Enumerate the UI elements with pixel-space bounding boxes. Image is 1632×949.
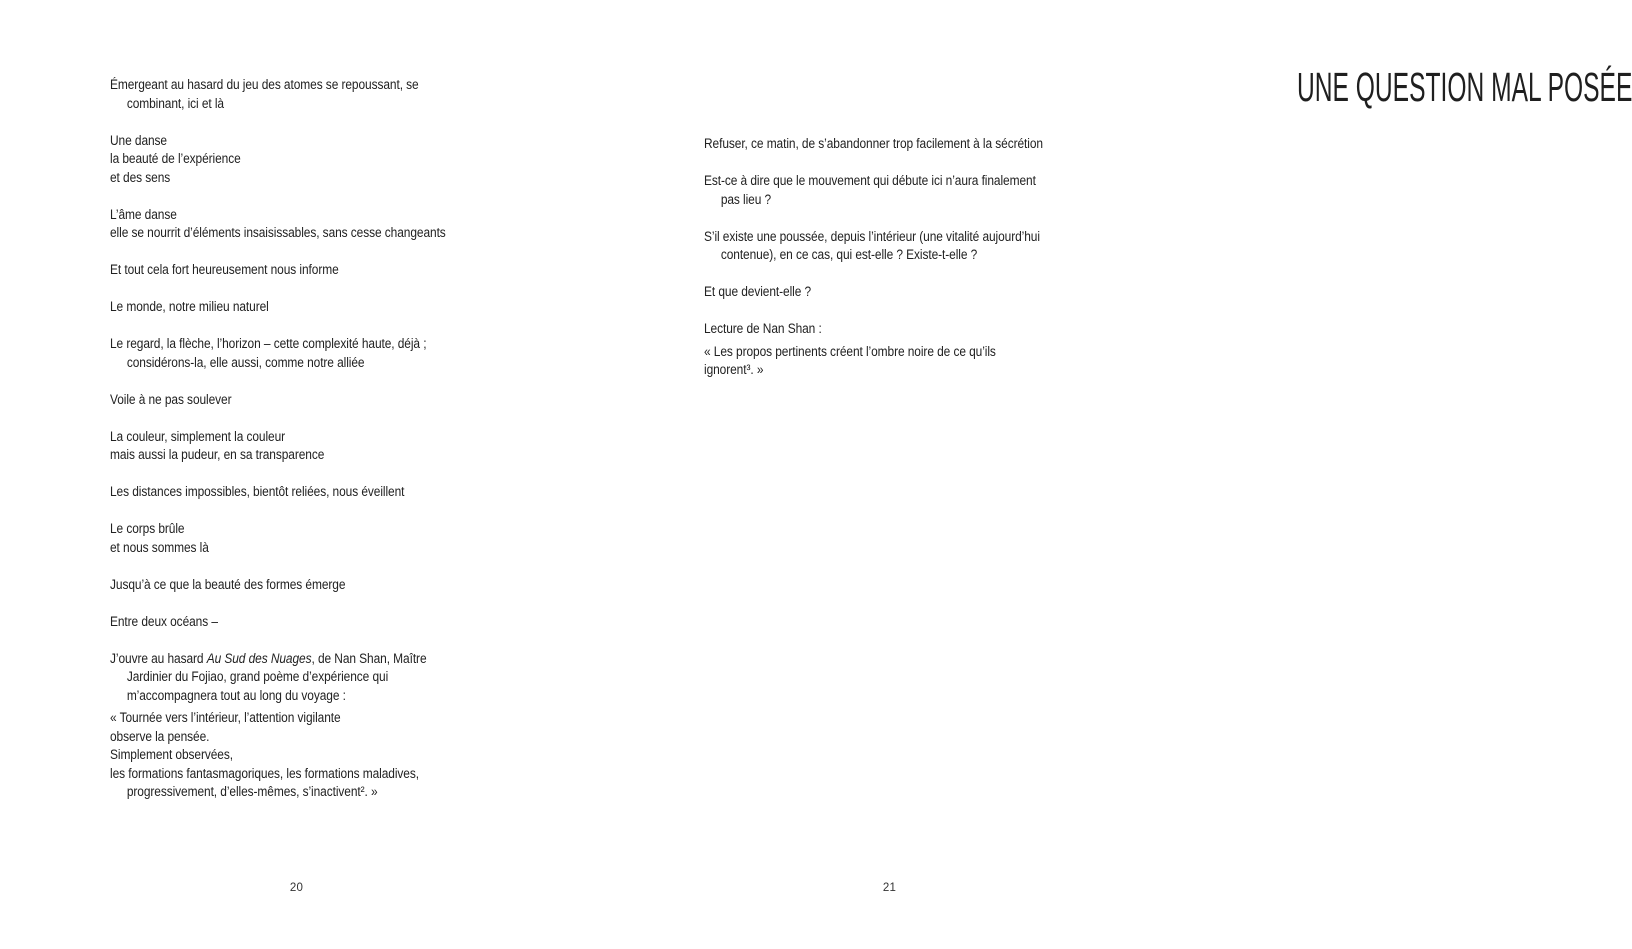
- text-segment: Et tout cela fort heureusement nous informe: [110, 262, 339, 277]
- poem-line: [110, 95, 446, 114]
- text-segment: Jardinier du Fojiao, grand poème d’expérience qui: [126, 669, 389, 684]
- text-segment: Le regard, la flèche, l’horizon – cette complexité haute, déjà ;: [110, 336, 427, 351]
- text-segment: la beauté de l’expérience: [110, 151, 241, 166]
- stanza: [110, 709, 446, 802]
- text-segment: considérons-la, elle aussi, comme notre alliée: [126, 354, 365, 370]
- poem-line: [704, 191, 1043, 210]
- text-segment: pas lieu ?: [720, 191, 772, 207]
- text-segment: mais aussi la pudeur, en sa transparence: [110, 447, 325, 462]
- poem-line: [110, 298, 446, 317]
- poem-line: [110, 76, 446, 95]
- stanza: [704, 343, 1043, 380]
- poem-line: [110, 576, 446, 595]
- poem-line: [110, 391, 446, 410]
- poem-line: [110, 650, 446, 669]
- poem-line: [110, 150, 446, 169]
- poem-line: [110, 483, 446, 502]
- stanza: [110, 298, 446, 317]
- text-segment: combinant, ici et là: [126, 95, 224, 111]
- left-page: [0, 0, 593, 949]
- text-segment: observe la pensée.: [110, 728, 210, 744]
- text-segment: Simplement observées,: [110, 747, 233, 762]
- text-segment: L’âme danse: [110, 206, 177, 222]
- text-segment: J’ouvre au hasard: [110, 650, 207, 666]
- text-segment: m’accompagnera tout au long du voyage :: [126, 687, 346, 703]
- poem-line: [704, 135, 1043, 154]
- text-segment: Est-ce à dire que le mouvement qui débute ici n’aura finalement: [704, 173, 1036, 188]
- poem-line: [110, 132, 446, 151]
- text-segment: Une danse: [110, 132, 167, 148]
- text-segment: et nous sommes là: [110, 539, 209, 555]
- text-segment: La couleur, simplement la couleur: [110, 428, 286, 444]
- stanza: [110, 576, 446, 595]
- stanza: [110, 335, 446, 372]
- poem-line: [110, 446, 446, 465]
- text-segment: Et que devient-elle ?: [704, 284, 812, 299]
- stanza: [704, 135, 1043, 154]
- poem-line: [704, 320, 1043, 339]
- text-segment: Refuser, ce matin, de s’abandonner trop facilement à la sécrétion: [704, 136, 1043, 151]
- right-poem-text: [704, 135, 1043, 380]
- text-segment: contenue), en ce cas, qui est-elle ? Existe-t-elle ?: [720, 247, 978, 262]
- poem-line: [704, 283, 1043, 302]
- poem-line: [110, 746, 446, 765]
- text-segment: « Tournée vers l’intérieur, l’attention vigilante: [110, 710, 341, 725]
- poem-line: [704, 172, 1043, 191]
- text-segment: , de Nan Shan, Maître: [311, 650, 427, 666]
- poem-line: [110, 520, 446, 539]
- text-segment: les formations fantasmagoriques, les formations maladives,: [110, 765, 419, 781]
- poem-line: [110, 224, 446, 243]
- poem-line: [110, 709, 446, 728]
- poem-line: [110, 728, 446, 747]
- stanza: [110, 132, 446, 188]
- stanza: [110, 76, 446, 113]
- right-page: [593, 0, 1632, 949]
- poem-line: [110, 668, 446, 687]
- poem-line: [110, 335, 446, 354]
- text-segment: elle se nourrit d’éléments insaisissables, sans cesse changeants: [110, 225, 446, 240]
- text-segment: S’il existe une poussée, depuis l’intérieur (une vitalité aujourd’hui: [704, 228, 1040, 244]
- poem-line: [110, 206, 446, 225]
- text-segment: et des sens: [110, 169, 171, 185]
- stanza: [704, 172, 1043, 209]
- text-segment: Lecture de Nan Shan :: [704, 321, 822, 336]
- poem-line: [704, 246, 1043, 265]
- stanza: [110, 613, 446, 632]
- text-segment: Le monde, notre milieu naturel: [110, 299, 269, 314]
- page-number-left: 20: [289, 882, 304, 894]
- text-segment: Les distances impossibles, bientôt reliées, nous éveillent: [110, 484, 405, 499]
- poem-line: [110, 169, 446, 188]
- poem-line: [110, 613, 446, 632]
- poem-line: [704, 343, 1043, 362]
- stanza: [704, 320, 1043, 339]
- stanza: [110, 428, 446, 465]
- text-segment: Jusqu’à ce que la beauté des formes émerge: [110, 576, 346, 592]
- text-segment: progressivement, d’elles-mêmes, s’inactivent². »: [126, 784, 378, 799]
- poem-line: [110, 783, 446, 802]
- stanza: [110, 261, 446, 280]
- text-segment: Le corps brûle: [110, 521, 185, 536]
- stanza: [110, 483, 446, 502]
- chapter-title: UNE QUESTION MAL POSÉE: [1297, 64, 1632, 110]
- poem-line: [110, 765, 446, 784]
- poem-line: [704, 228, 1043, 247]
- stanza: [110, 650, 446, 706]
- text-segment: « Les propos pertinents créent l’ombre noire de ce qu’ils: [704, 343, 996, 359]
- text-segment: Entre deux océans –: [110, 613, 218, 629]
- stanza: [110, 391, 446, 410]
- stanza: [704, 283, 1043, 302]
- poem-line: [110, 428, 446, 447]
- page-number-right: 21: [882, 882, 897, 894]
- text-segment: Voile à ne pas soulever: [110, 391, 232, 407]
- poem-line: [110, 687, 446, 706]
- stanza: [110, 520, 446, 557]
- poem-line: [110, 539, 446, 558]
- poem-line: [704, 361, 1043, 380]
- left-poem-text: [110, 76, 446, 802]
- stanza: [704, 228, 1043, 265]
- text-segment: ignorent³. »: [704, 362, 764, 377]
- book-title-italic: Au Sud des Nuages: [206, 650, 312, 666]
- stanza: [110, 206, 446, 243]
- text-segment: Émergeant au hasard du jeu des atomes se repoussant, se: [110, 77, 419, 92]
- poem-line: [110, 354, 446, 373]
- poem-line: [110, 261, 446, 280]
